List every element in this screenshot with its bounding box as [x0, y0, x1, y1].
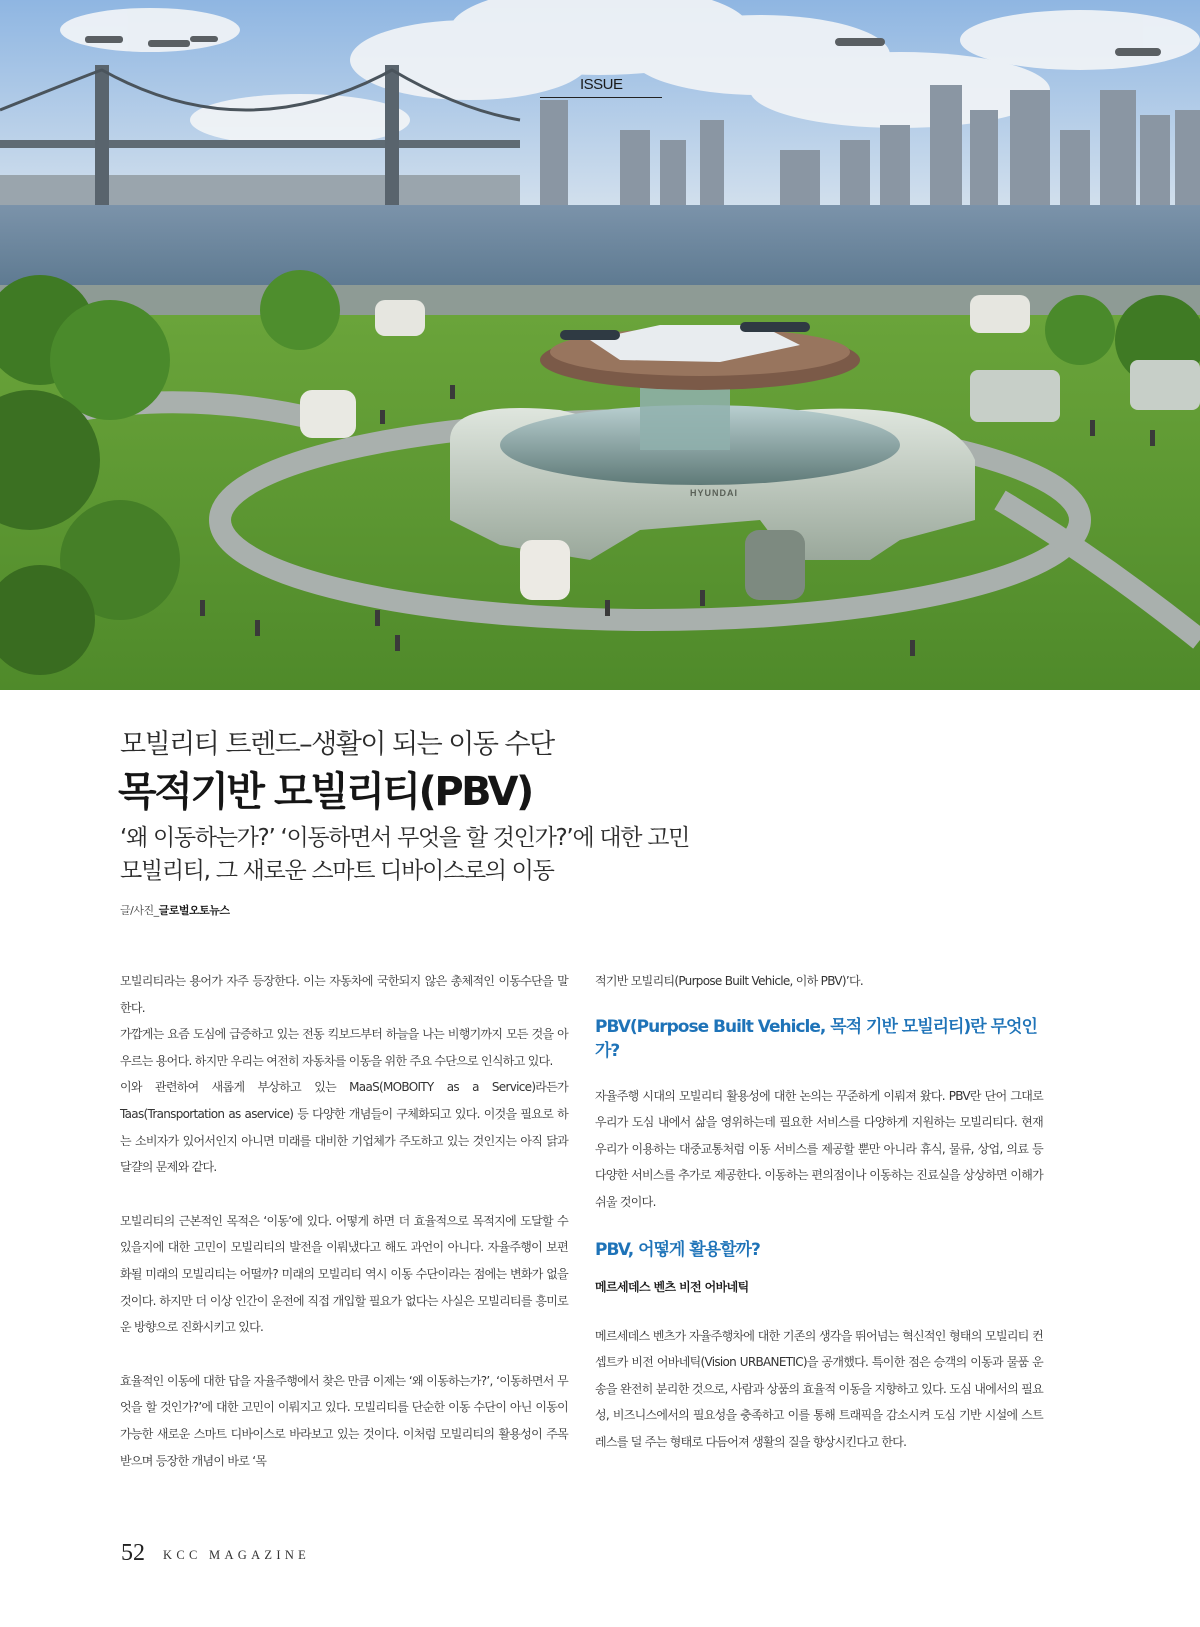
section-heading-how-to-use: PBV, 어떻게 활용할까?	[595, 1239, 760, 1260]
section-gap	[595, 1262, 1043, 1278]
body-paragraph: 메르세데스 벤츠가 자율주행차에 대한 기존의 생각을 뛰어넘는 혁신적인 형태의 모빌리티 컨셉트카 비전 어바네틱(Vision URBANETIC)을 공개했다. 특이한 점은 승객의 이동과 물품 운송을 완전히 분리한 것으로, 사람과 상품의 효율적 이동을 지향하고 있다. 도심 내에서의 필요성, 비즈니스에서의 필요성을 충족하고 이를 통해 트래픽을 감소시켜 도심 기반 시설에 스트레스를 덜 주는 형태로 다듬어져 생활의 질을 향상시킨다고 한다.	[595, 1328, 1043, 1449]
paragraph-gap	[120, 1341, 568, 1368]
section-gap	[595, 1063, 1043, 1083]
left-column	[120, 968, 568, 1474]
magazine-name: KCC MAGAZINE	[163, 1548, 311, 1562]
hub-scene	[0, 0, 1200, 690]
section-gap	[595, 995, 1043, 1015]
page-number: 52	[121, 1540, 145, 1566]
right-column	[595, 968, 1043, 1456]
byline-author: 글로벌오토뉴스	[158, 904, 230, 917]
body-paragraph: 자율주행 시대의 모빌리티 활용성에 대한 논의는 꾸준하게 이뤄져 왔다. PBV란 단어 그대로 우리가 도심 내에서 삶을 영위하는데 필요한 서비스를 다양하게 지원하는 모빌리티다. 현재 우리가 이용하는 대중교통처럼 이동 서비스를 제공할 뿐만 아니라 휴식, 물류, 상업, 의료 등 다양한 서비스를 추가로 제공한다. 이동하는 편의점이나 이동하는 진료실을 상상하면 이해가 쉬울 것이다.	[595, 1088, 1043, 1209]
body-paragraph: 효율적인 이동에 대한 답을 자율주행에서 찾은 만큼 이제는 ‘왜 이동하는가?’, ‘이동하면서 무엇을 할 것인가?’에 대한 고민이 이뤄지고 있다. 모빌리티를 단순한 이동 수단이 아닌 이동이 가능한 새로운 스마트 디바이스로 바라보고 있는 것이다. 이처럼 모빌리티의 활용성이 주목 받으며 등장한 개념이 바로 ‘목	[120, 1373, 568, 1468]
body-paragraph: 적기반 모빌리티(Purpose Built Vehicle, 이하 PBV)’다.	[595, 974, 863, 988]
issue-tag: ISSUE	[580, 76, 623, 93]
body-paragraph: 가깝게는 요즘 도심에 급증하고 있는 전동 킥보드부터 하늘을 나는 비행기까지 모든 것을 아우르는 용어다. 하지만 우리는 여전히 자동차를 이동을 위한 주요 수단으로 인식하고 있다.	[120, 1027, 568, 1068]
section-gap	[595, 1216, 1043, 1238]
section-heading-what-is-pbv: PBV(Purpose Built Vehicle, 목적 기반 모빌리티)란 무엇인가?	[595, 1016, 1037, 1061]
subsection-heading: 메르세데스 벤츠 비전 어바네틱	[595, 1279, 749, 1294]
hero-illustration	[0, 0, 1200, 690]
body-paragraph: 모빌리티라는 용어가 자주 등장한다. 이는 자동차에 국한되지 않은 총체적인 이동수단을 말한다.	[120, 974, 568, 1015]
body-paragraph: 이와 관련하여 새롭게 부상하고 있는 MaaS(MOBOITY as a Service)라든가 Taas(Transportation as aservice) 등 다양한 개념들이 구체화되고 있다. 이것을 필요로 하는 소비자가 있어서인지 아니면 미래를 대비한 기업체가 주도하고 있는 것인지는 아직 닭과 달걀의 문제와 같다.	[120, 1080, 568, 1175]
paragraph-gap	[120, 1181, 568, 1208]
body-paragraph: 모빌리티의 근본적인 목적은 ‘이동’에 있다. 어떻게 하면 더 효율적으로 목적지에 도달할 수 있을지에 대한 고민이 모빌리티의 발전을 이뤄냈다고 해도 과언이 아니다. 자율주행이 보편화될 미래의 모빌리티는 어떨까? 미래의 모빌리티 역시 이동 수단이라는 점에는 변화가 없을 것이다. 하지만 더 이상 인간이 운전에 직접 개입할 필요가 없다는 사실은 모빌리티를 흥미로운 방향으로 진화시키고 있다.	[120, 1213, 568, 1335]
article-kicker: 모빌리티 트렌드–생활이 되는 이동 수단	[120, 729, 554, 760]
issue-underline	[540, 97, 662, 98]
subtitle-line-1: ‘왜 이동하는가?’ ‘이동하면서 무엇을 할 것인가?’에 대한 고민	[120, 825, 690, 851]
hyundai-wordmark: HYUNDAI	[690, 488, 739, 498]
subtitle-line-2: 모빌리티, 그 새로운 스마트 디바이스로의 이동	[120, 858, 554, 884]
byline-prefix: 글/사진_	[120, 904, 159, 917]
bay-water	[0, 205, 1200, 290]
article-subtitle	[120, 822, 689, 888]
byline	[120, 902, 229, 918]
article-title: 목적기반 모빌리티(PBV)	[118, 769, 532, 815]
section-gap	[595, 1295, 1043, 1323]
